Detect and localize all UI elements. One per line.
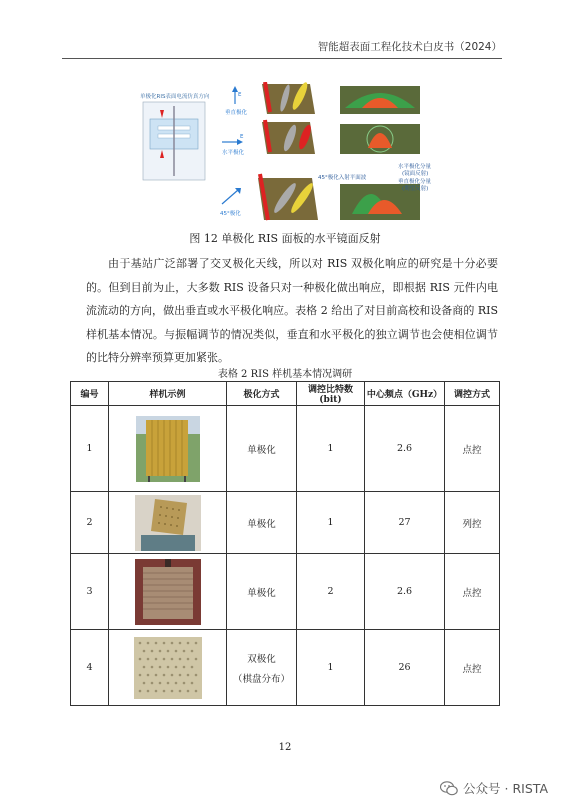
- header-title: 智能超表面工程化技术白皮书（2024）: [317, 41, 502, 53]
- panel-title-label: 单极化RIS表面电流仿真方向: [140, 94, 210, 100]
- gold-panel-photo: [136, 416, 200, 482]
- deg45-label: 45°极化: [220, 211, 241, 217]
- cell-photo: [109, 406, 227, 492]
- col-header-freq: 中心频点（GHz）: [365, 382, 445, 406]
- cell-bits: 1: [297, 492, 365, 554]
- paragraph-text: 由于基站广泛部署了交叉极化天线，所以对 RIS 双极化响应的研究是十分必要的。但到目前为止，大多数 RIS 设备只对一种极化做出响应，即根据 RIS 元件内电流流动的方向，做出垂直或水平极化响应。表格 2 给出了对目前高校和设备商的 RIS 样机基本情况。与振幅调节的情况类似，垂直和水平极化的独立调节也会使相位调节的比特分辨率预算更加紧张。: [86, 257, 498, 364]
- cell-photo: [109, 492, 227, 554]
- cell-photo: [109, 554, 227, 630]
- cell-freq: 26: [365, 630, 445, 706]
- table-caption: 表格 2 RIS 样机基本情况调研: [217, 369, 353, 380]
- cell-polarization: 双极化 （棋盘分布）: [227, 630, 297, 706]
- cell-id: 4: [71, 630, 109, 706]
- cell-bits: 1: [297, 406, 365, 492]
- table-header-row: [71, 382, 500, 406]
- cell-control: 点控: [445, 406, 500, 492]
- v-comp-sub-label: (期望反射): [402, 186, 429, 192]
- table-row: [71, 630, 500, 706]
- cell-id: 3: [71, 554, 109, 630]
- page-number: 12: [278, 742, 292, 753]
- col-header-photo: 样机示例: [109, 382, 227, 406]
- wechat-icon: [440, 781, 458, 796]
- v-comp-label: 垂直极化分量: [398, 179, 432, 185]
- col-header-polarization: 极化方式: [227, 382, 297, 406]
- table-row: [71, 554, 500, 630]
- radiation-pattern-h: [340, 124, 420, 154]
- cell-control: 列控: [445, 492, 500, 554]
- page-header: [62, 38, 502, 59]
- cell-control: 点控: [445, 630, 500, 706]
- cell-bits: 2: [297, 554, 365, 630]
- figure-12: [140, 82, 440, 224]
- watermark: [440, 779, 548, 797]
- cell-freq: 2.6: [365, 554, 445, 630]
- horizontal-label: 水平极化: [222, 150, 245, 156]
- cell-id: 2: [71, 492, 109, 554]
- e-label: E: [238, 92, 242, 98]
- watermark-text: 公众号 · RISTA: [463, 781, 548, 796]
- table-row: [71, 406, 500, 492]
- e-field-arrow-icon: [222, 190, 238, 204]
- cell-freq: 2.6: [365, 406, 445, 492]
- col-header-control: 调控方式: [445, 382, 500, 406]
- cell-polarization: 单极化: [227, 554, 297, 630]
- deg45-in-label: 45°极化入射平面波: [318, 175, 367, 181]
- cell-photo: [109, 630, 227, 706]
- col-header-id: 编号: [71, 382, 109, 406]
- table-row: [71, 492, 500, 554]
- figure-caption: 图 12 单极化 RIS 面板的水平镜面反射: [189, 232, 381, 245]
- h-comp-label: 水平极化分量: [398, 164, 432, 170]
- col-header-bits: 调控比特数(bit): [297, 382, 365, 406]
- vertical-label: 垂直极化: [225, 110, 248, 116]
- svg-text:E: E: [240, 134, 244, 140]
- cell-polarization: 单极化: [227, 492, 297, 554]
- ris-prototype-table: [70, 381, 500, 706]
- checkerboard-panel-photo: [134, 637, 202, 699]
- radiation-pattern-v: [340, 86, 420, 114]
- cell-control: 点控: [445, 554, 500, 630]
- cell-polarization: 单极化: [227, 406, 297, 492]
- panel-indoor-photo: [135, 559, 201, 625]
- ris-reflection-diagram: [140, 82, 440, 224]
- h-comp-sub-label: (镜面反射): [402, 171, 429, 177]
- panel-on-stand-photo: [135, 495, 201, 551]
- cell-bits: 1: [297, 630, 365, 706]
- cell-freq: 27: [365, 492, 445, 554]
- cell-id: 1: [71, 406, 109, 492]
- body-paragraph: [86, 252, 498, 370]
